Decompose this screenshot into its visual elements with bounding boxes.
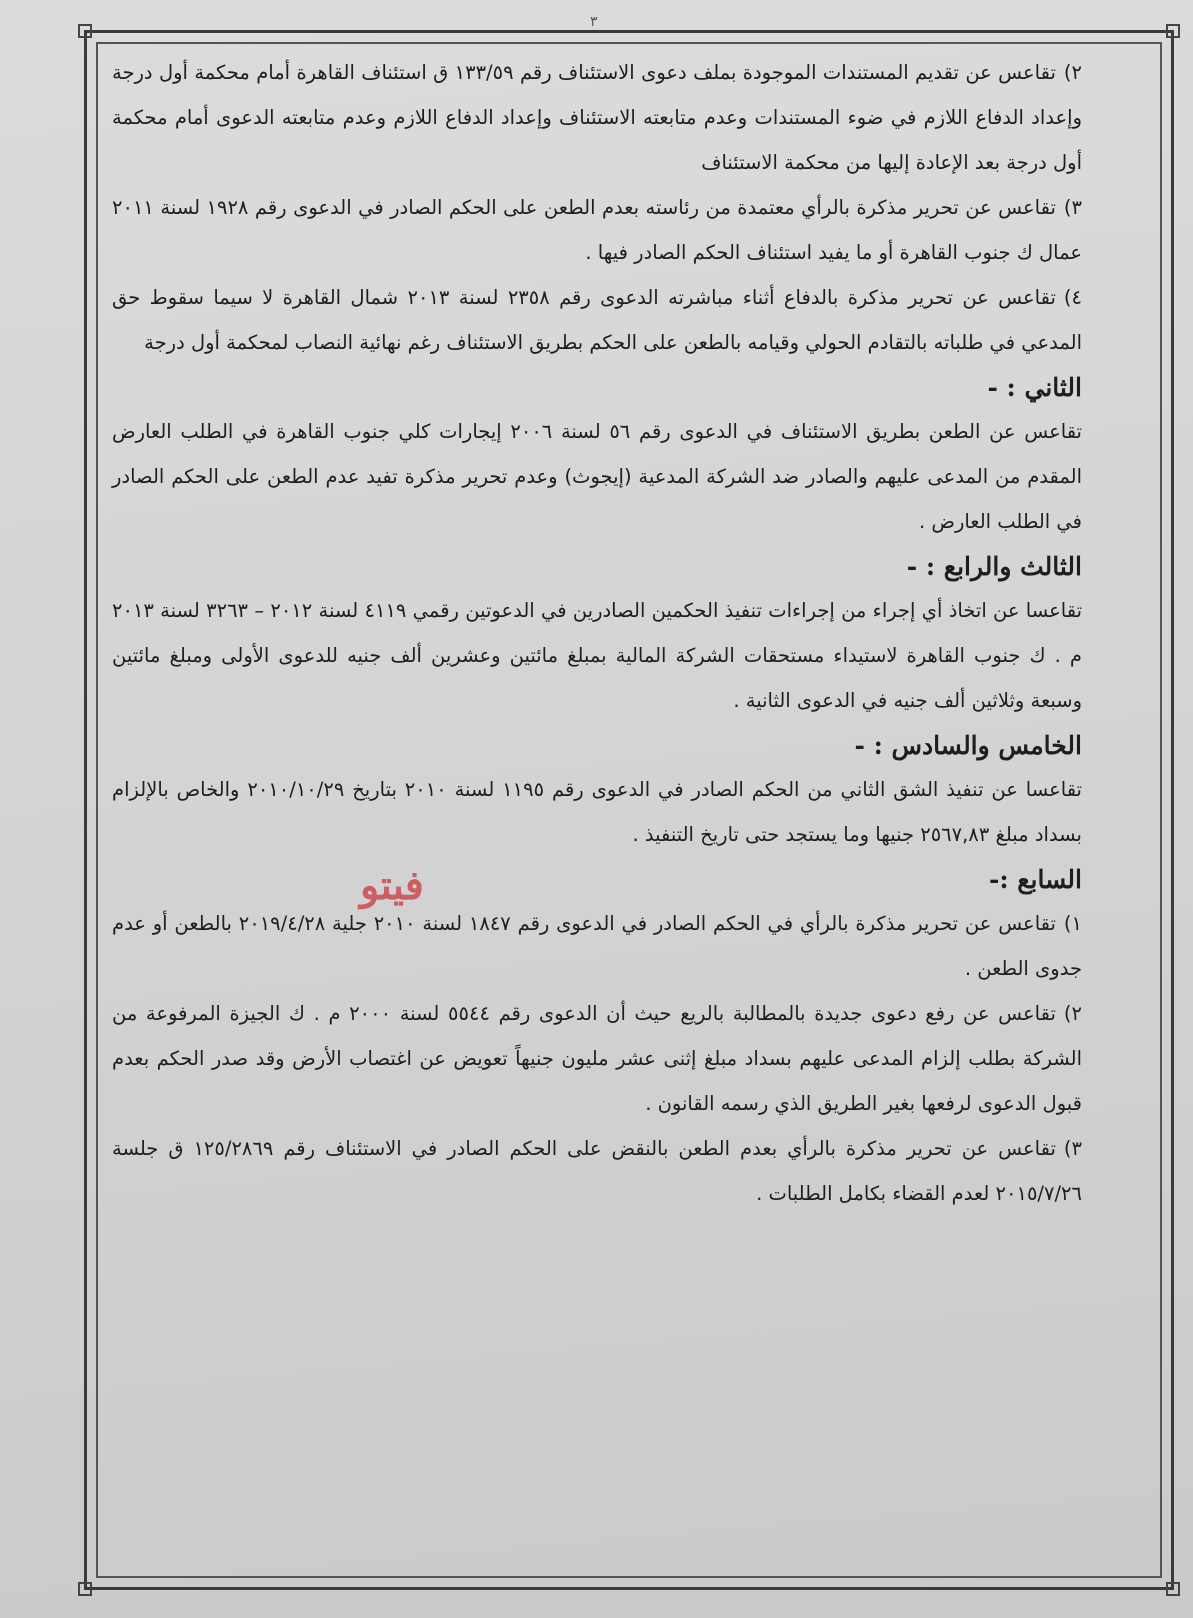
border-corner-ornament	[1166, 1582, 1180, 1596]
section-heading: السابع :-	[988, 865, 1082, 894]
charge-item	[112, 1126, 1082, 1216]
item-number: ٣)	[1063, 196, 1082, 219]
first-accused-charges	[112, 50, 1082, 365]
charge-item	[112, 185, 1082, 275]
item-number: ٤)	[1063, 286, 1082, 309]
item-number: ١)	[1063, 912, 1083, 935]
charge-item	[112, 901, 1082, 991]
document-body	[112, 50, 1082, 1410]
border-corner-ornament	[1166, 24, 1180, 38]
border-corner-ornament	[78, 1582, 92, 1596]
item-text: تقاعس عن رفع دعوى جديدة بالمطالبة بالريع حيث أن الدعوى رقم ٥٥٤٤ لسنة ٢٠٠٠ م . ك الجيزة المرفوعة من الشركة بطلب إلزام المدعى عليهم بسداد مبلغ إثنى عشر مليون جنيهاً تعويض عن اغتصاب الأرض وقد صدر الحكم بعدم قبول الدعوى لرفعها بغير الطريق الذي رسمه القانون .	[112, 1002, 1082, 1115]
second-accused-section	[112, 367, 1082, 544]
item-text: تقاعس عن تحرير مذكرة بالرأي بعدم الطعن بالنقض على الحكم الصادر في الاستئناف رقم ١٢٥/٢٨٦٩ ق جلسة ٢٠١٥/٧/٢٦ لعدم القضاء بكامل الطلبات .	[112, 1137, 1082, 1205]
section-heading: الثاني : -	[987, 373, 1082, 402]
item-number: ٢)	[1063, 61, 1082, 84]
item-text: تقاعس عن تحرير مذكرة بالدفاع أثناء مباشرته الدعوى رقم ٢٣٥٨ لسنة ٢٠١٣ شمال القاهرة لا سيما سقوط حق المدعي في طلباته بالتقادم الحولي وقيامه بالطعن على الحكم بطريق الاستئناف رغم نهائية النصاب لمحكمة أول درجة	[112, 286, 1082, 354]
item-text: تقاعس عن تقديم المستندات الموجودة بملف دعوى الاستئناف رقم ١٣٣/٥٩ ق استئناف القاهرة أمام محكمة أول درجة وإعداد الدفاع اللازم في ضوء المستندات وعدم متابعته الاستئناف وإعداد الدفاع اللازم وعدم متابعته الدعوى أمام محكمة أول درجة بعد الإعادة إليها من محكمة الاستئناف	[112, 61, 1082, 174]
watermark-logo: فيتو	[360, 862, 424, 909]
section-text: تقاعس عن الطعن بطريق الاستئناف في الدعوى رقم ٥٦ لسنة ٢٠٠٦ إيجارات كلي جنوب القاهرة في الطلب العارض المقدم من المدعى عليهم والصادر ضد الشركة المدعية (إيجوث) وعدم تحرير مذكرة تفيد عدم الطعن على الحكم الصادر في الطلب العارض .	[112, 420, 1082, 533]
page-number: ٣	[590, 14, 598, 30]
charge-item	[112, 50, 1082, 185]
item-number: ٢)	[1063, 1002, 1082, 1025]
item-text: تقاعس عن تحرير مذكرة بالرأي في الحكم الصادر في الدعوى رقم ١٨٤٧ لسنة ٢٠١٠ جلية ٢٠١٩/٤/٢٨ بالطعن أو عدم جدوى الطعن .	[112, 912, 1082, 980]
charge-item	[112, 991, 1082, 1126]
seventh-accused-section	[112, 859, 1082, 1216]
border-corner-ornament	[78, 24, 92, 38]
item-text: تقاعس عن تحرير مذكرة بالرأي معتمدة من رئاسته بعدم الطعن على الحكم الصادر في الدعوى رقم ١٩٢٨ لسنة ٢٠١١ عمال ك جنوب القاهرة أو ما يفيد استئناف الحكم الصادر فيها .	[112, 196, 1082, 264]
charge-item	[112, 275, 1082, 365]
section-heading: الثالث والرابع : -	[906, 552, 1082, 581]
section-text: تقاعسا عن اتخاذ أي إجراء من إجراءات تنفيذ الحكمين الصادرين في الدعوتين رقمي ٤١١٩ لسنة ٢٠١٢ – ٣٢٦٣ لسنة ٢٠١٣ م . ك جنوب القاهرة لاستيداء مستحقات الشركة المالية بمبلغ مائتين وعشرين ألف جنيه للدعوى الأولى ومبلغ مائتين وسبعة وثلاثين ألف جنيه في الدعوى الثانية .	[112, 599, 1082, 712]
fifth-sixth-accused-section	[112, 725, 1082, 857]
item-number: ٣)	[1063, 1137, 1082, 1160]
third-fourth-accused-section	[112, 546, 1082, 723]
section-text: تقاعسا عن تنفيذ الشق الثاني من الحكم الصادر في الدعوى رقم ١١٩٥ لسنة ٢٠١٠ بتاريخ ٢٠١٠/١٠/٢٩ والخاص بالإلزام بسداد مبلغ ٢٥٦٧,٨٣ جنيها وما يستجد حتى تاريخ التنفيذ .	[112, 778, 1082, 846]
section-heading: الخامس والسادس : -	[854, 731, 1082, 760]
